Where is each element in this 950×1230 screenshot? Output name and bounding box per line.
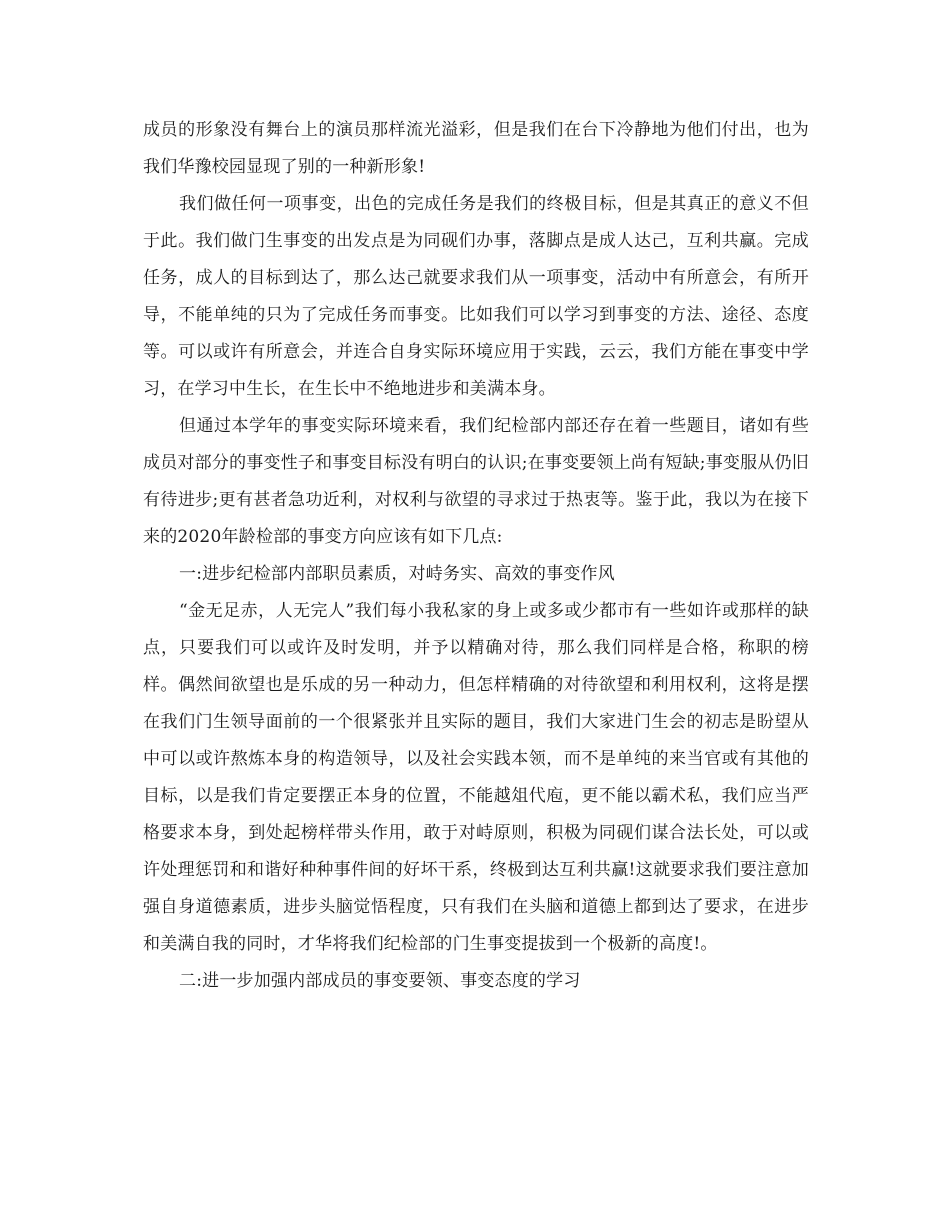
section-heading-1: 一:进步纪检部内部职员素质，对峙务实、高效的事变作风 (179, 564, 615, 584)
paragraph-1: 成员的形象没有舞台上的演员那样流光溢彩，但是我们在台下冷静地为他们付出，也为我们华豫校园显现了别的一种新形象! (143, 120, 809, 177)
document-body (143, 112, 809, 1000)
section-heading-2: 二:进一步加强内部成员的事变要领、事变态度的学习 (179, 971, 581, 991)
paragraph-3: 但通过本学年的事变实际环境来看，我们纪检部内部还存在着一些题目，诸如有些成员对部分的事变性子和事变目标没有明白的认识;在事变要领上尚有短缺;事变服从仍旧有待进步;更有甚者急功近利，对权利与欲望的寻求过于热衷等。鉴于此，我以为在接下来的2020年龄检部的事变方向应该有如下几点: (143, 416, 809, 547)
paragraph-4: “金无足赤，人无完人”我们每小我私家的身上或多或少都市有一些如许或那样的缺点，只要我们可以或许及时发明，并予以精确对待，那么我们同样是合格，称职的榜样。偶然间欲望也是乐成的另一种动力，但怎样精确的对待欲望和利用权利，这将是摆在我们门生领导面前的一个很紧张并且实际的题目，我们大家进门生会的初志是盼望从中可以或许熬炼本身的构造领导，以及社会实践本领，而不是单纯的来当官或有其他的目标，以是我们肯定要摆正本身的位置，不能越俎代庖，更不能以霸术私，我们应当严格要求本身，到处起榜样带头作用，敢于对峙原则，积极为同砚们谋合法长处，可以或许处理惩罚和和谐好种种事件间的好坏干系，终极到达互利共赢!这就要求我们要注意加强自身道德素质，进步头脑觉悟程度，只有我们在头脑和道德上都到达了要求，在进步和美满自我的同时，才华将我们纪检部的门生事变提拔到一个极新的高度!。 (143, 601, 809, 954)
paragraph-2: 我们做任何一项事变，出色的完成任务是我们的终极目标，但是其真正的意义不但于此。我们做门生事变的出发点是为同砚们办事，落脚点是成人达己，互利共赢。完成任务，成人的目标到达了，那么达己就要求我们从一项事变，活动中有所意会，有所开导，不能单纯的只为了完成任务而事变。比如我们可以学习到事变的方法、途径、态度等。可以或许有所意会，并连合自身实际环境应用于实践，云云，我们方能在事变中学习，在学习中生长，在生长中不绝地进步和美满本身。 (143, 194, 809, 399)
